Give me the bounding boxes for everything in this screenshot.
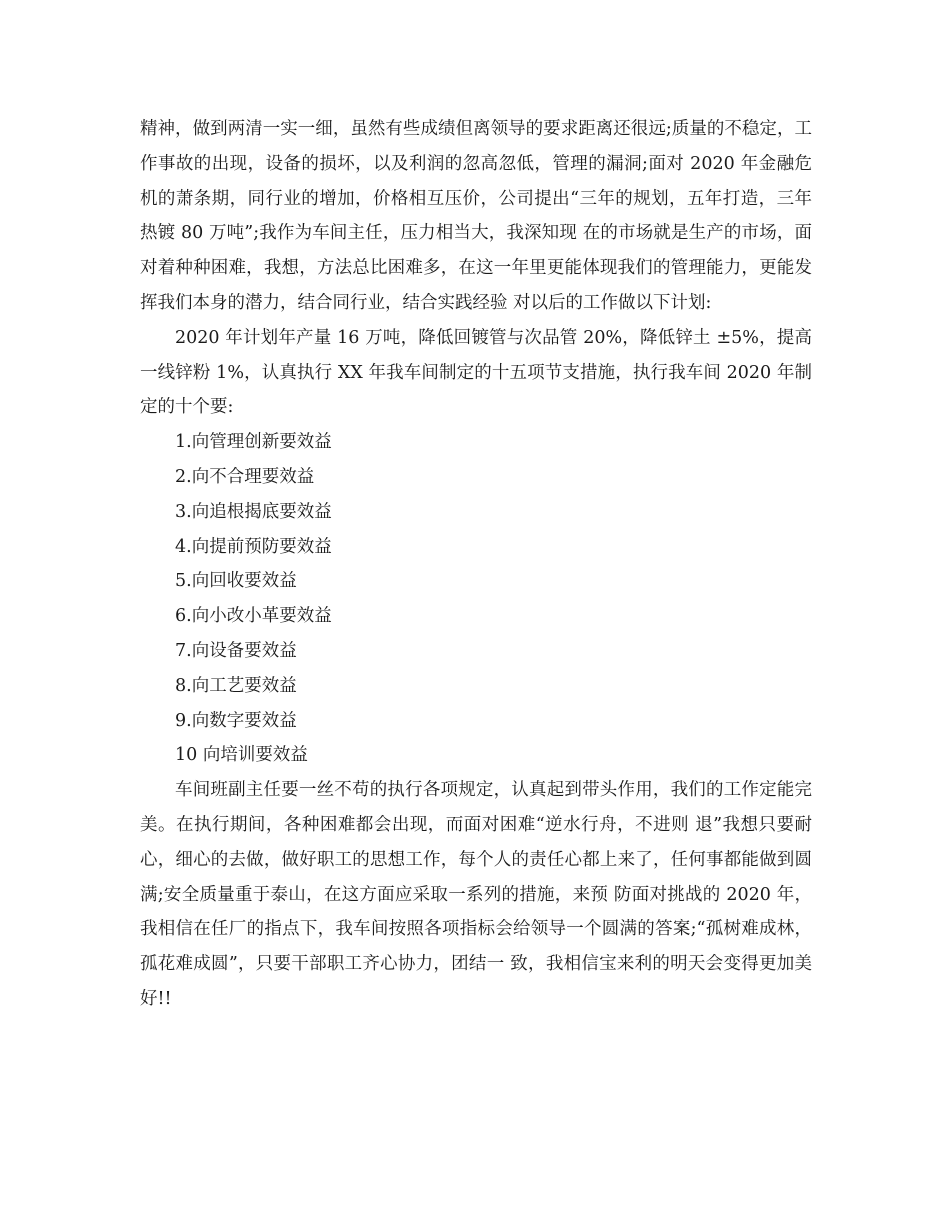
list-item: 6.向小改小革要效益	[175, 606, 332, 627]
paragraph-conclusion: 车间班副主任要一丝不苟的执行各项规定，认真起到带头作用，我们的工作定能完美。在执行期间，各种困难都会出现，而面对困难“逆水行舟，不进则 退”我想只要耐心，细心的去做，做好职工的思想工作，每个人的责任心都上来了，任何事都能做到圆满;安全质量重于泰山，在这方面应采取一系列的措施，来预 防面对挑战的 2020 年，我相信在任厂的指点下，我车间按照各项指标会给领导一个圆满的答案;“孤树难成林，孤花难成圆”，只要干部职工齐心协力，团结一 致，我相信宝来利的明天会变得更加美好!!	[140, 780, 812, 1009]
list-item: 3.向追根揭底要效益	[175, 501, 332, 522]
list-item: 5.向回收要效益	[175, 571, 297, 592]
list-item: 8.向工艺要效益	[175, 675, 297, 696]
paragraph-plan: 2020 年计划年产量 16 万吨，降低回镀管与次品管 20%，降低锌土 ±5%，提高一线锌粉 1%，认真执行 XX 年我车间制定的十五项节支措施，执行我车间 2020 年制定的十个要:	[140, 327, 812, 418]
list-item: 9.向数字要效益	[175, 710, 297, 731]
list-item: 2.向不合理要效益	[175, 466, 315, 487]
list-item: 4.向提前预防要效益	[175, 536, 332, 557]
list-item: 10 向培训要效益	[175, 745, 308, 766]
list-item: 7.向设备要效益	[175, 640, 297, 661]
ten-requirements-list	[140, 425, 812, 773]
list-item: 1.向管理创新要效益	[175, 432, 332, 453]
document-page	[140, 112, 812, 1017]
paragraph-intro: 精神，做到两清一实一细，虽然有些成绩但离领导的要求距离还很远;质量的不稳定，工作事故的出现，设备的损坏，以及利润的忽高忽低，管理的漏洞;面对 2020 年金融危机的萧条期，同行业的增加，价格相互压价，公司提出“三年的规划，五年打造，三年热镀 80 万吨”;我作为车间主任，压力相当大，我深知现 在的市场就是生产的市场，面对着种种困难，我想，方法总比困难多，在这一年里更能体现我们的管理能力，更能发挥我们本身的潜力，结合同行业，结合实践经验 对以后的工作做以下计划:	[140, 119, 812, 313]
